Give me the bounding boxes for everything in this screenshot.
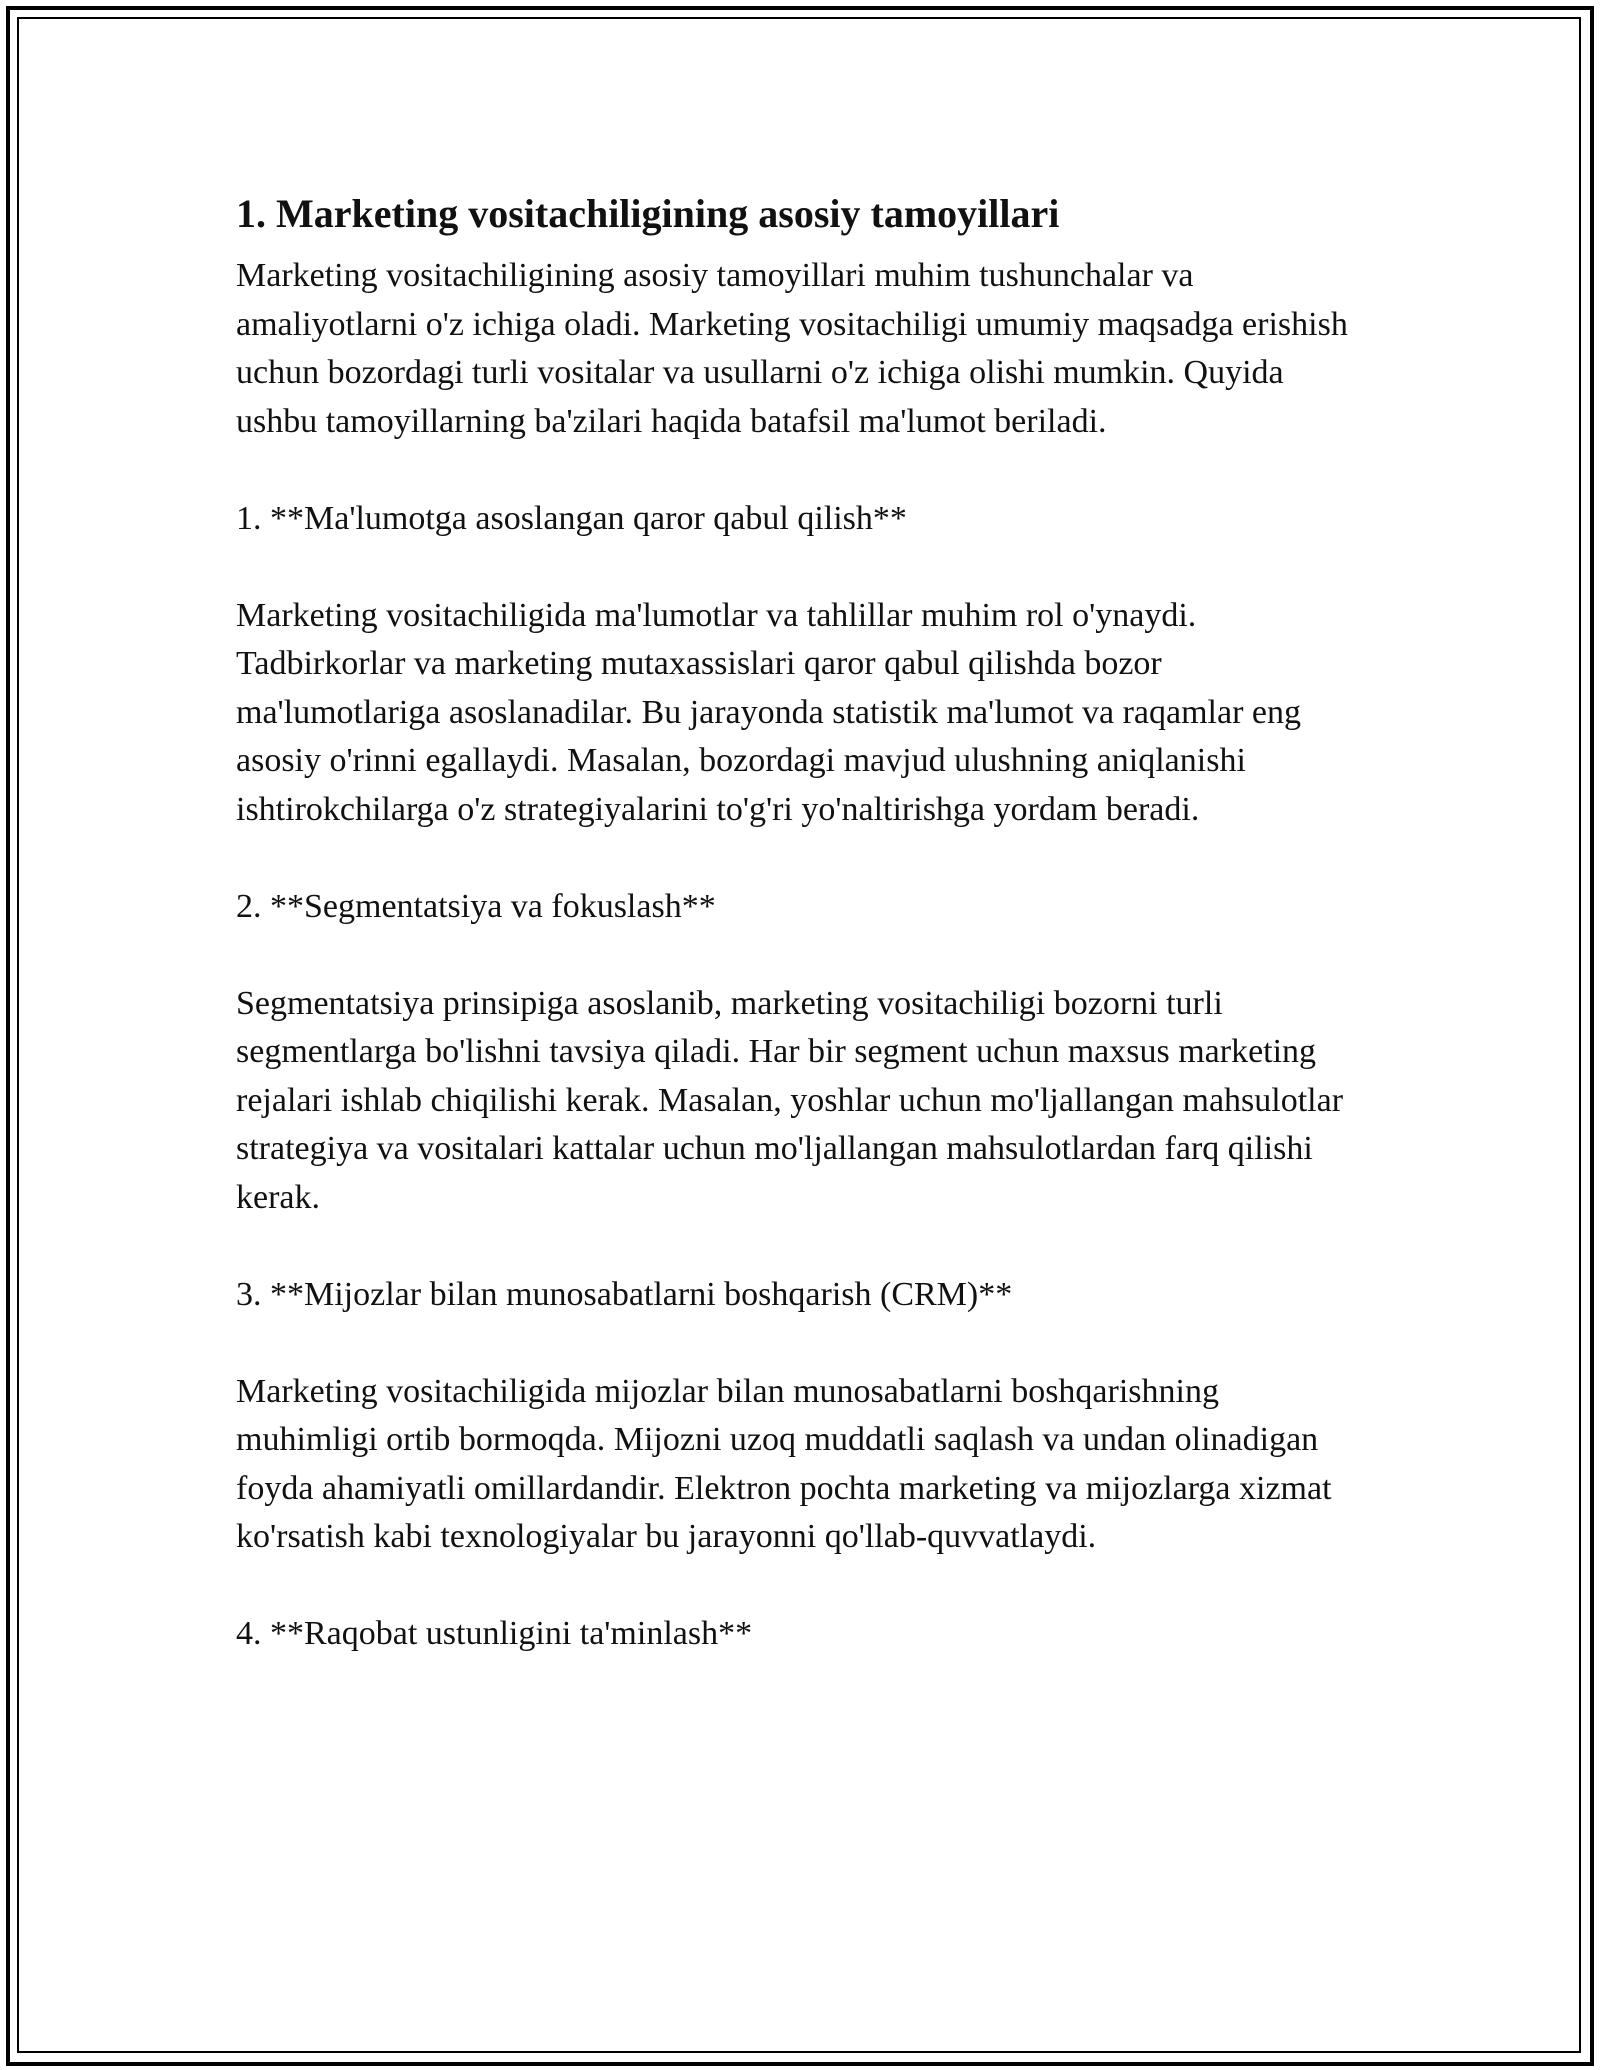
principle-title-4: 4. **Raqobat ustunligini ta'minlash**	[236, 1615, 753, 1652]
principle-title-2: 2. **Segmentatsiya va fokuslash**	[236, 887, 716, 925]
principle-title-1: 1. **Ma'lumotga asoslangan qaror qabul qilish**	[236, 499, 907, 537]
principle-text-2: Segmentatsiya prinsipiga asoslanib, marketing vositachiligi bozorni turli segmentlarga bo'lishni tavsiya qiladi. Har bir segment uchun maxsus marketing rejalari ishlab chiqilishi kerak. Masalan, yoshlar uchun mo'ljallangan mahsulotlar strategiya va vositalari kattalar uchun mo'ljallangan mahsulotlardan farq qilishi kerak.	[236, 984, 1344, 1216]
section-heading: 1. Marketing vositachiligining asosiy tamoyillari	[236, 191, 1060, 236]
principle-text-3: Marketing vositachiligida mijozlar bilan munosabatlarni boshqarishning muhimligi ortib bormoqda. Mijozni uzoq muddatli saqlash va undan olinadigan foyda ahamiyatli omillardandir. Elektron pochta marketing va mijozlarga xizmat ko'rsatish kabi texnologiyalar bu jarayonni qo'llab-quvvatlaydi.	[236, 1372, 1332, 1555]
principle-title-3: 3. **Mijozlar bilan munosabatlarni boshqarish (CRM)**	[236, 1275, 1013, 1313]
document-body	[236, 186, 1366, 1707]
principle-text-1: Marketing vositachiligida ma'lumotlar va tahlillar muhim rol o'ynaydi. Tadbirkorlar va marketing mutaxassislari qaror qabul qilishda bozor ma'lumotlariga asoslanadilar. Bu jarayonda statistik ma'lumot va raqamlar eng asosiy o'rinni egallaydi. Masalan, bozordagi mavjud ulushning aniqlanishi ishtirokchilarga o'z strategiyalarini to'g'ri yo'naltirishga yordam beradi.	[236, 596, 1302, 828]
intro-paragraph: Marketing vositachiligining asosiy tamoyillari muhim tushunchalar va amaliyotlarni o'z ichiga oladi. Marketing vositachiligi umumiy maqsadga erishish uchun bozordagi turli vositalar va usullarni o'z ichiga olishi mumkin. Quyida ushbu tamoyillarning ba'zilari haqida batafsil ma'lumot beriladi.	[236, 257, 1348, 440]
